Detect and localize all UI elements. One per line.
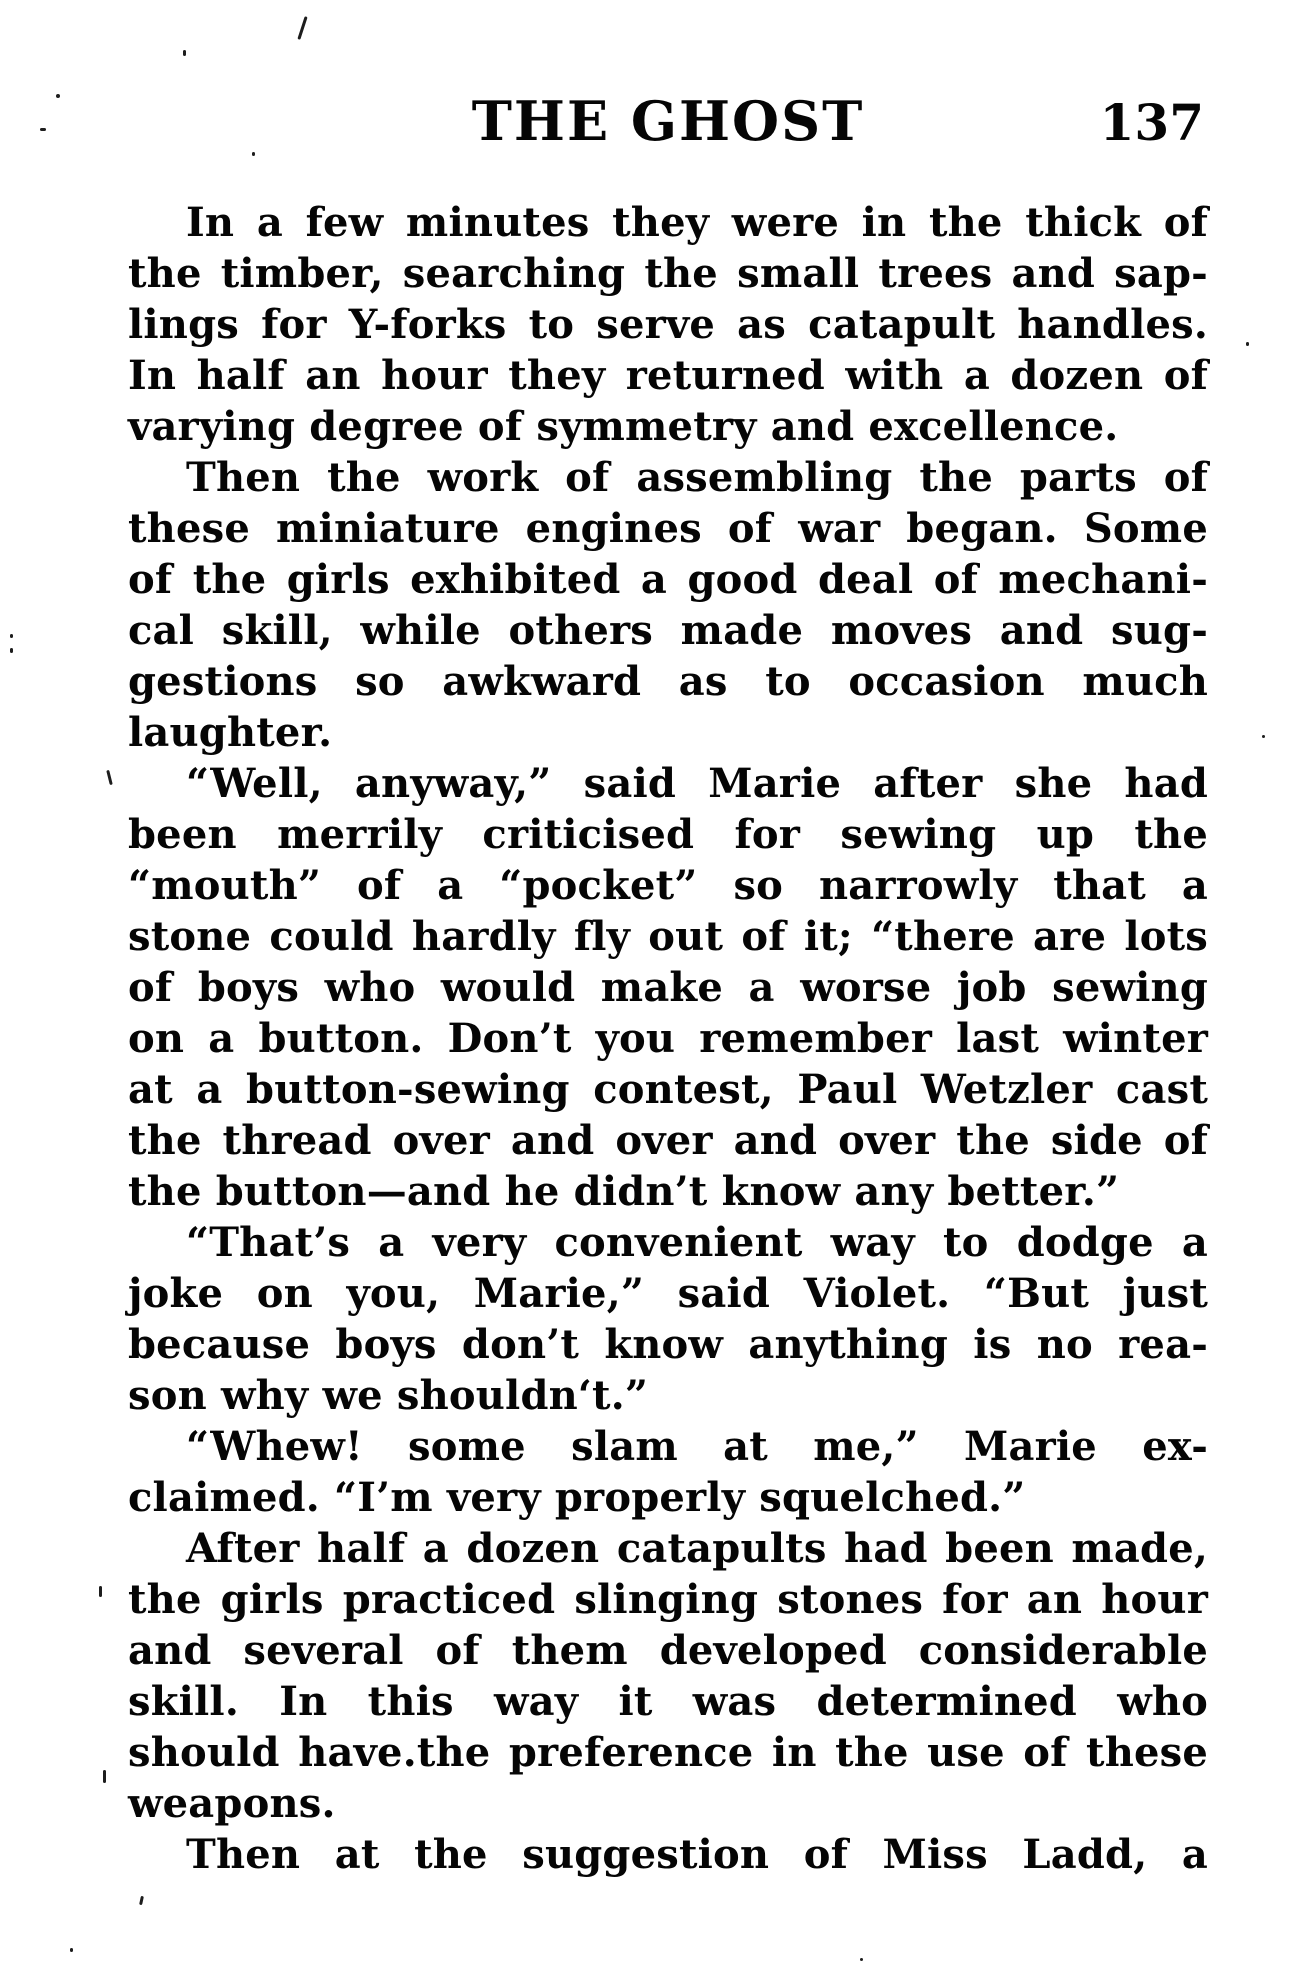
scan-speck [10,634,13,638]
text-line: the timber, searching the small trees and sap- [128,250,1208,297]
scan-speck [40,128,46,131]
scan-speck [103,1770,106,1783]
text-line: gestions so awkward as to occasion much [128,658,1208,705]
scan-speck [860,1958,863,1961]
scan-speck [10,648,13,653]
text-line: because boys don’t know anything is no rea- [128,1321,1208,1368]
text-line: cal skill, while others made moves and sug- [128,607,1208,654]
text-line: skill. In this way it was determined who [128,1678,1208,1725]
text-line: Then at the suggestion of Miss Ladd, a [186,1831,1208,1878]
text-line: joke on you, Marie,” said Violet. “But just [128,1270,1208,1317]
scan-speck [99,1586,102,1597]
text-line: been merrily criticised for sewing up the [128,811,1208,858]
text-line: In half an hour they returned with a dozen of [128,352,1208,399]
text-line: laughter. [128,709,333,756]
page-text [128,197,1208,1880]
running-header [128,89,1208,153]
text-line: should have.the preference in the use of these [128,1729,1208,1776]
text-line: these miniature engines of war began. Some [128,505,1208,552]
page-title: THE GHOST [471,89,865,153]
text-line: After half a dozen catapults had been made, [186,1525,1208,1572]
scan-speck [56,94,60,98]
scan-speck [252,152,255,156]
text-line: In a few minutes they were in the thick of [186,199,1208,246]
text-line: stone could hardly fly out of it; “there are lots [128,913,1208,960]
page-number: 137 [1099,93,1204,152]
text-line: of boys who would make a worse job sewing [128,964,1208,1011]
text-line: lings for Y-forks to serve as catapult handles. [128,301,1208,348]
text-line: “That’s a very convenient way to dodge a [186,1219,1208,1266]
scan-speck [70,1948,73,1952]
scan-speck [106,770,113,785]
scan-speck [297,16,307,40]
scan-speck [183,50,186,56]
text-line: varying degree of symmetry and excellence. [128,403,1119,450]
scan-speck [139,1896,144,1905]
text-line: son why we shouldn‘t.” [128,1372,649,1419]
text-line: “Well, anyway,” said Marie after she had [186,760,1208,807]
text-line: “Whew! some slam at me,” Marie ex- [186,1423,1208,1470]
text-line: claimed. “I’m very properly squelched.” [128,1474,1026,1521]
text-line: the girls practiced slinging stones for an hour [128,1576,1208,1623]
text-line: and several of them developed considerable [128,1627,1208,1674]
text-line: “mouth” of a “pocket” so narrowly that a [128,862,1208,909]
text-line: weapons. [128,1780,336,1827]
text-line: at a button-sewing contest, Paul Wetzler cast [128,1066,1208,1113]
text-line: the button—and he didn’t know any better.” [128,1168,1120,1215]
text-line: of the girls exhibited a good deal of mechani- [128,556,1208,603]
text-line: Then the work of assembling the parts of [186,454,1208,501]
scan-speck [1262,735,1265,738]
text-line: the thread over and over and over the side of [128,1117,1208,1164]
scan-speck [1246,342,1249,346]
text-line: on a button. Don’t you remember last winter [128,1015,1208,1062]
